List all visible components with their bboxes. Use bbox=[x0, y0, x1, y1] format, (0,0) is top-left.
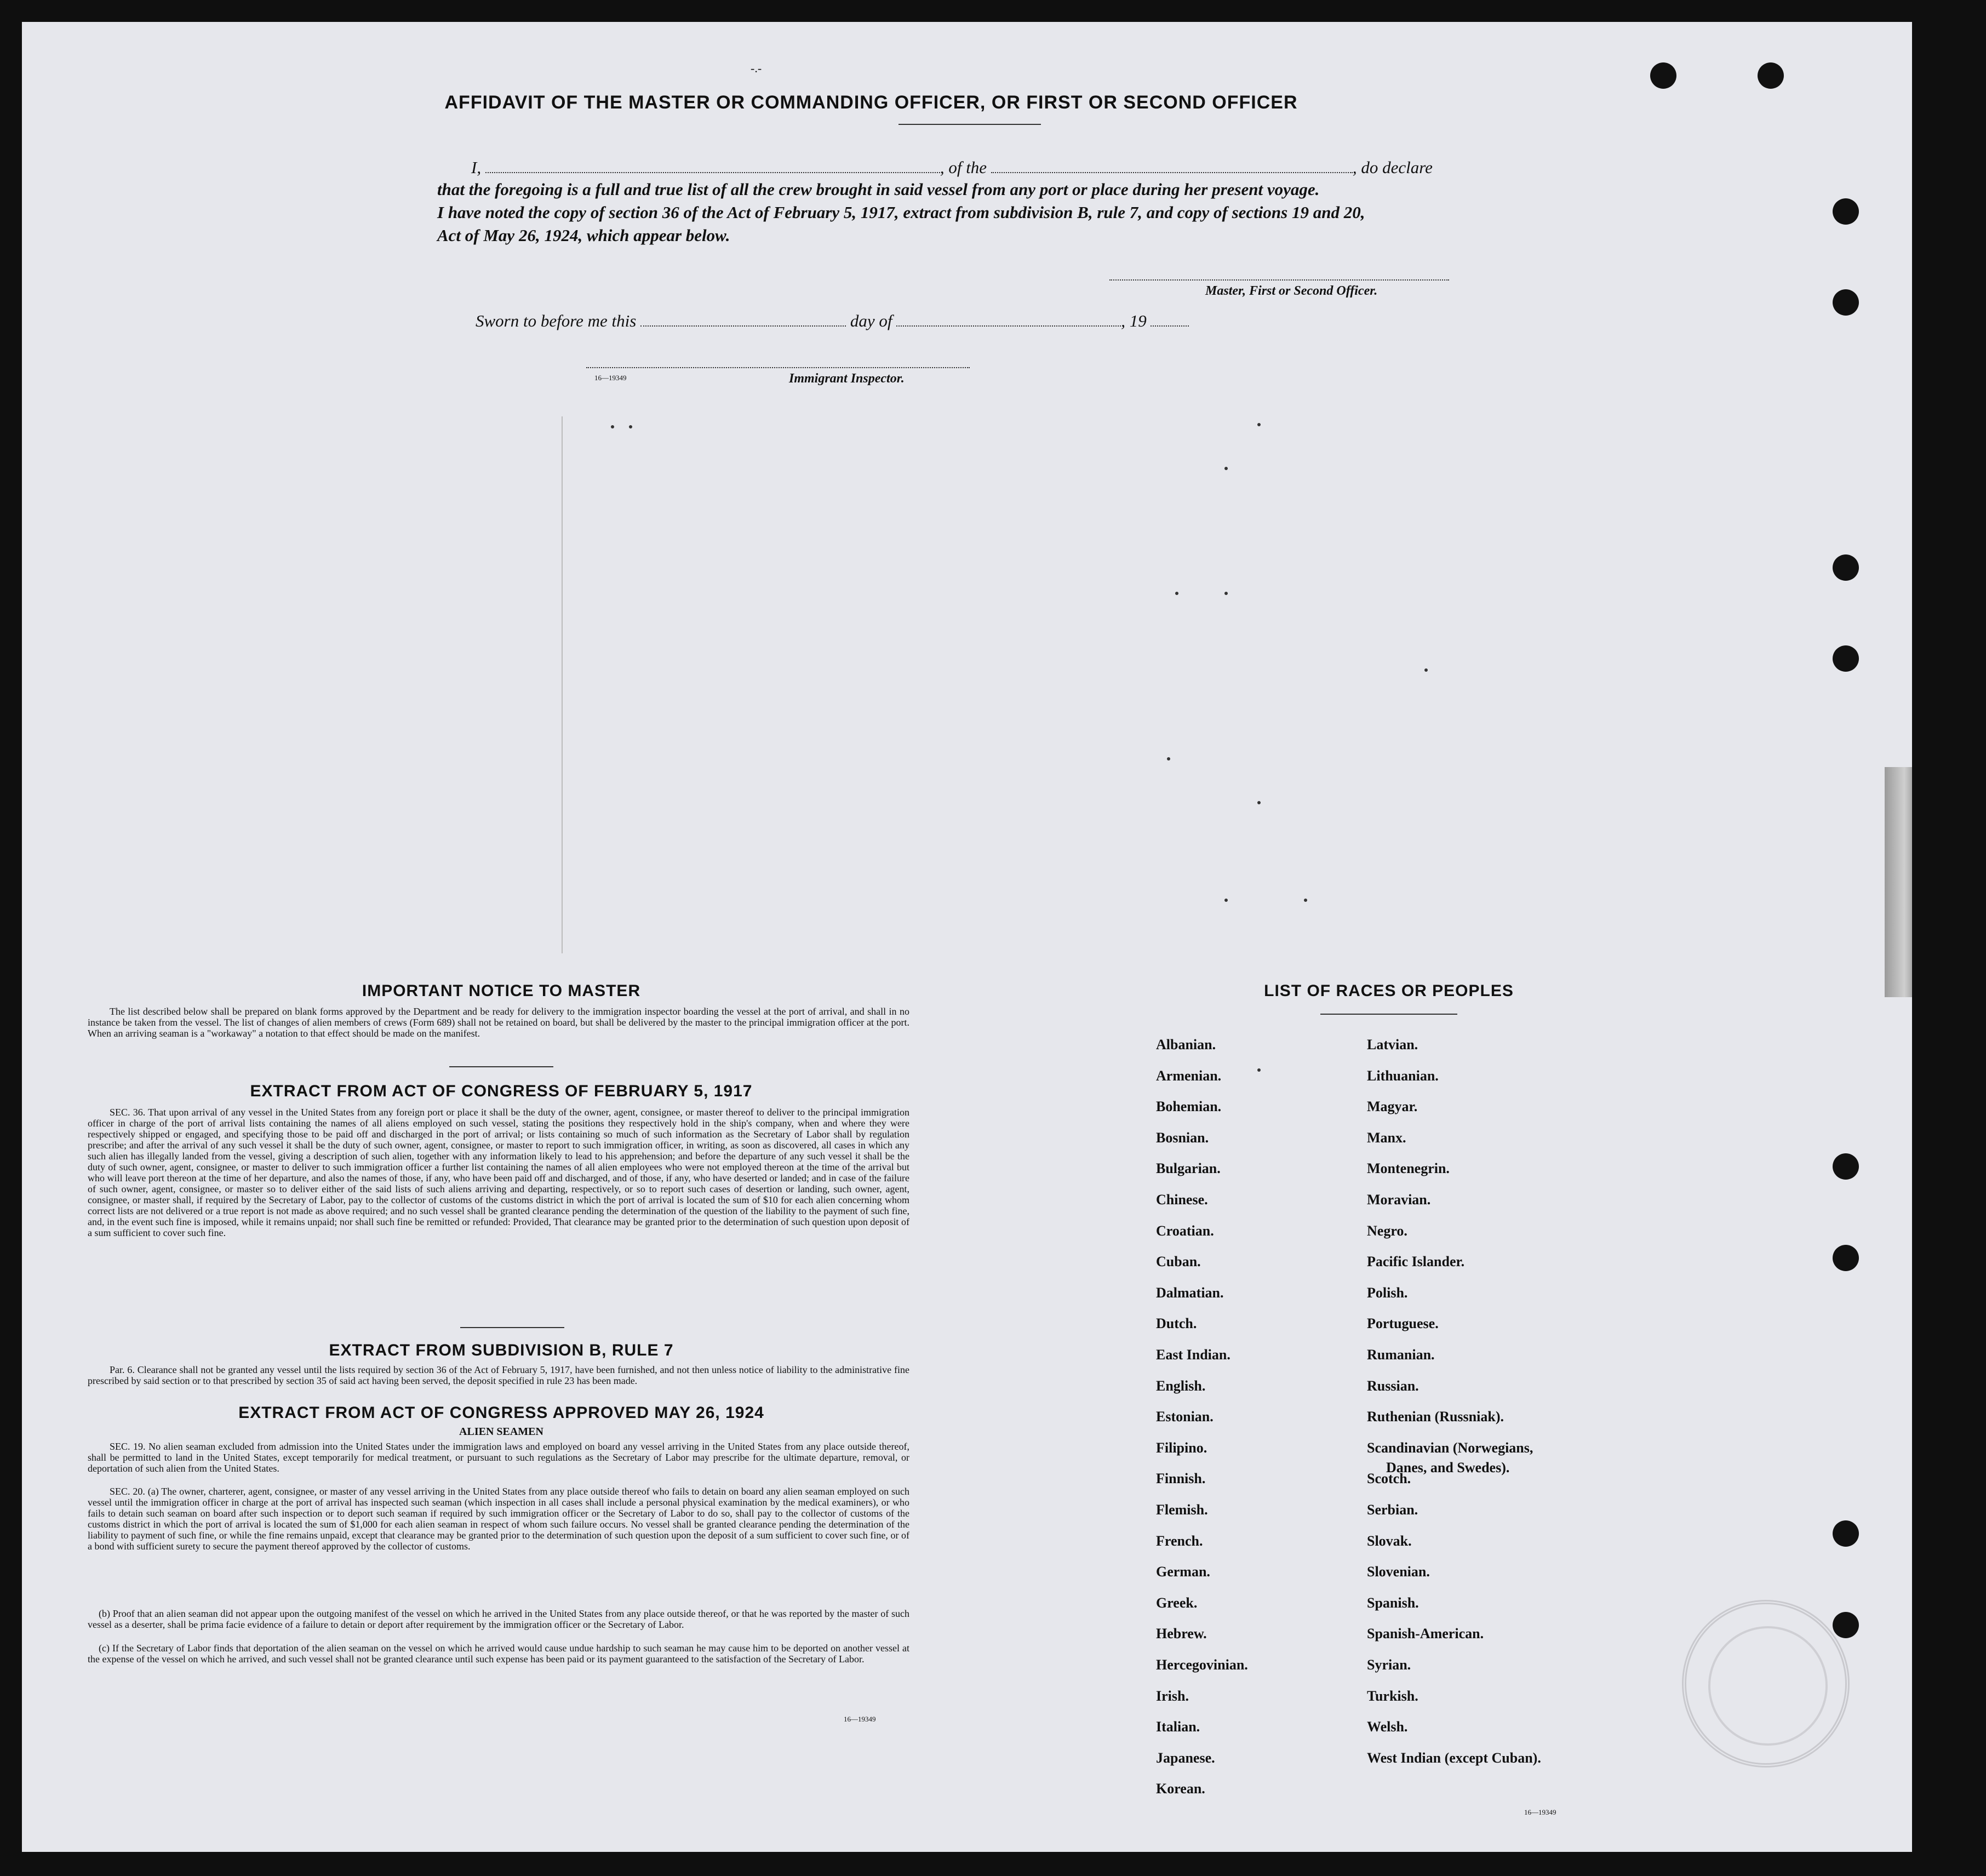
form-number-races: 16—19349 bbox=[1524, 1808, 1556, 1816]
punch-hole bbox=[1833, 1153, 1859, 1180]
race-item: West Indian (except Cuban). bbox=[1367, 1749, 1541, 1766]
race-item: Spanish-American. bbox=[1367, 1626, 1484, 1642]
race-item: Manx. bbox=[1367, 1129, 1406, 1146]
race-item: Croatian. bbox=[1156, 1222, 1214, 1239]
scanned-page bbox=[22, 22, 1912, 1852]
race-item: Russian. bbox=[1367, 1377, 1419, 1394]
affidavit-title: AFFIDAVIT OF THE MASTER OR COMMANDING OFFICER, OR FIRST OR SECOND OFFICER bbox=[444, 92, 1298, 113]
declaration-declare: , do declare bbox=[1352, 158, 1433, 177]
extract-1924-title: EXTRACT FROM ACT OF CONGRESS APPROVED MAY 26, 1924 bbox=[238, 1404, 764, 1422]
punch-hole bbox=[1833, 198, 1859, 225]
race-item: Hebrew. bbox=[1156, 1626, 1207, 1642]
race-item: Estonian. bbox=[1156, 1409, 1214, 1425]
race-item: English. bbox=[1156, 1377, 1206, 1394]
sworn-day-blank[interactable] bbox=[640, 316, 846, 327]
sworn-year-label: , 19 bbox=[1121, 311, 1147, 330]
sworn-day-label: day of bbox=[850, 311, 892, 330]
race-item: Bulgarian. bbox=[1156, 1160, 1221, 1177]
race-item: Armenian. bbox=[1156, 1067, 1222, 1084]
race-item: Filipino. bbox=[1156, 1439, 1207, 1456]
sworn-year-blank[interactable] bbox=[1151, 316, 1189, 327]
race-item: Italian. bbox=[1156, 1719, 1200, 1735]
seal-inner-ring bbox=[1708, 1626, 1828, 1746]
race-item: Dalmatian. bbox=[1156, 1284, 1224, 1301]
declaration-of: , of the bbox=[940, 158, 987, 177]
race-item: Scotch. bbox=[1367, 1471, 1411, 1487]
extract-1917-body: SEC. 36. That upon arrival of any vessel in the United States from any foreign port or place it shall be the duty of the owner, agent, consignee, or master thereof to deliver to the principal immigration officer in charge of the port of arrival lists containing the names of all aliens employed on such vessel, stating the positions they respectively hold in the ship's company, when and where they were respectively shipped or engaged, and specifying those to be paid off and discharged in the port of arrival; or lists containing so much of such information as the Secretary of Labor shall by regulation prescribe; and after the arrival of any such vessel it shall be the duty of such owner, agent, consignee, or master to report to such immigration officer, in writing, as soon as discovered, all cases in which any such alien has illegally landed from the vessel, giving a description of such alien, together with any information likely to lead to his apprehension; and before the departure of any such vessel it shall be the duty of such owner, agent, consignee, or master to deliver to such immigration officer a further list containing the names of all alien employees who were not employed thereon at the time of the arrival but who will leave port thereon at the time of her departure, and also the names of those, if any, who have been paid off and discharged, and of those, if any, who have deserted or landed; and in case of the failure of such owner, agent, consignee, or master so to deliver either of the said lists of such aliens arriving and departing, respectively, or so to report such cases of desertion or landing, such owner, agent, consignee, or master shall, if required by the Secretary of Labor, pay to the collector of customs of the customs district in which the port of arrival is located the sum of $10 for each alien concerning whom correct lists are not delivered or a true report is not made as above required; and no such vessel shall be granted clearance pending the determination of the question of the liability to the payment of such fine, and, in the event such fine is imposed, while it remains unpaid; nor shall such fine be remitted or refunded: Provided, That clearance may be granted prior to the determination of such question upon deposit of a sum sufficient to cover such fine. bbox=[88, 1107, 909, 1238]
punch-hole bbox=[1758, 62, 1784, 89]
race-item: Japanese. bbox=[1156, 1749, 1215, 1766]
extract-1924-subtitle: ALIEN SEAMEN bbox=[459, 1426, 543, 1438]
notice-title: IMPORTANT NOTICE TO MASTER bbox=[362, 982, 641, 1000]
race-item: Magyar. bbox=[1367, 1099, 1418, 1115]
races-title: LIST OF RACES OR PEOPLES bbox=[1264, 982, 1514, 1000]
race-item: Syrian. bbox=[1367, 1657, 1411, 1673]
race-item: Bosnian. bbox=[1156, 1129, 1209, 1146]
race-item: Turkish. bbox=[1367, 1688, 1418, 1704]
race-item: Lithuanian. bbox=[1367, 1067, 1439, 1084]
race-item: Chinese. bbox=[1156, 1192, 1208, 1208]
race-item: Finnish. bbox=[1156, 1471, 1206, 1487]
race-item: Negro. bbox=[1367, 1222, 1407, 1239]
race-item: French. bbox=[1156, 1532, 1203, 1549]
divider bbox=[460, 1327, 564, 1328]
name-blank[interactable] bbox=[485, 162, 940, 173]
race-item: Hercegovinian. bbox=[1156, 1657, 1248, 1673]
race-item: Serbian. bbox=[1367, 1502, 1418, 1518]
race-item: Irish. bbox=[1156, 1688, 1189, 1704]
title-underline bbox=[898, 124, 1041, 125]
form-number-top: 16—19349 bbox=[594, 374, 627, 382]
race-item: Rumanian. bbox=[1367, 1347, 1435, 1363]
punch-hole bbox=[1833, 1245, 1859, 1271]
signature-line[interactable] bbox=[1109, 279, 1449, 281]
race-item: Pacific Islander. bbox=[1367, 1254, 1465, 1270]
extract-1917-title: EXTRACT FROM ACT OF CONGRESS OF FEBRUARY 5, 1917 bbox=[250, 1082, 753, 1100]
races-underline bbox=[1320, 1014, 1457, 1015]
section-20b: (b) Proof that an alien seaman did not appear upon the outgoing manifest of the vessel on which he arrived in the United States from any place outside thereof, or that he was reported by the master of such vessel as a deserter, shall be prima facie evidence of a failure to detain or deport after requirement by the immigration officer or the Secretary of Labor. bbox=[88, 1608, 909, 1630]
seal-stamp bbox=[1682, 1600, 1850, 1768]
race-item: Latvian. bbox=[1367, 1037, 1418, 1053]
race-item: Greek. bbox=[1156, 1594, 1198, 1611]
race-item: Albanian. bbox=[1156, 1037, 1216, 1053]
race-item: Spanish. bbox=[1367, 1594, 1419, 1611]
subdivision-title: EXTRACT FROM SUBDIVISION B, RULE 7 bbox=[329, 1341, 674, 1359]
section-20c: (c) If the Secretary of Labor finds that deportation of the alien seaman on the vessel on which he arrived would cause undue hardship to such seaman he may cause him to be deported on another vessel at the expense of the vessel on which he arrived, and such vessel shall not be granted clearance until such expense has been paid or its payment guaranteed to the satisfaction of the Secretary of Labor. bbox=[88, 1643, 909, 1665]
race-item: Korean. bbox=[1156, 1781, 1205, 1797]
race-item: Scandinavian (Norwegians, bbox=[1367, 1439, 1533, 1456]
punch-hole bbox=[1833, 554, 1859, 581]
race-item: East Indian. bbox=[1156, 1347, 1230, 1363]
section-20a: SEC. 20. (a) The owner, charterer, agent, consignee, or master of any vessel arriving in the United States from any place outside thereof who fails to detain on board any alien seaman employed on such vessel until the immigration officer in charge at the port of arrival has inspected such seaman (which inspection in all cases shall include a personal physical examination by the medical examiners), or who fails to detain such seaman on board after such inspection or to deport such seaman if required by such immigration officer or the Secretary of Labor to do so, shall pay to the collector of customs of the customs district in which the port of arrival is located the sum of $1,000 for each alien seaman in respect of whom such failure occurs. No vessel shall be granted clearance pending the determination of the liability to payment of such fine, or while the fine remains unpaid, except that clearance may be granted prior to the determination of such question upon the deposit of a sum sufficient to cover such fine, or of a bond with sufficient surety to secure the payment thereof approved by the collector of customs. bbox=[88, 1486, 909, 1552]
declaration-i: I, bbox=[471, 158, 482, 177]
form-number-bottom: 16—19349 bbox=[844, 1715, 876, 1723]
torn-edge bbox=[1885, 767, 1912, 997]
race-item: Montenegrin. bbox=[1367, 1160, 1450, 1177]
fold-line bbox=[562, 416, 563, 953]
race-item: Welsh. bbox=[1367, 1719, 1408, 1735]
race-item: Flemish. bbox=[1156, 1502, 1208, 1518]
declaration-line-2: that the foregoing is a full and true list of all the crew brought in said vessel from any port or place during her present voyage. bbox=[437, 180, 1320, 199]
punch-hole bbox=[1833, 1612, 1859, 1638]
punch-hole bbox=[1833, 645, 1859, 672]
top-mark: -.- bbox=[751, 61, 762, 75]
declaration-line-4: Act of May 26, 1924, which appear below. bbox=[437, 226, 730, 245]
race-item: Slovenian. bbox=[1367, 1564, 1430, 1580]
race-item: Polish. bbox=[1367, 1284, 1408, 1301]
race-item: Cuban. bbox=[1156, 1254, 1201, 1270]
punch-hole bbox=[1833, 289, 1859, 316]
declaration-line-3: I have noted the copy of section 36 of the Act of February 5, 1917, extract from subdivision B, rule 7, and copy of sections 19 and 20, bbox=[437, 203, 1365, 222]
race-item: Bohemian. bbox=[1156, 1099, 1222, 1115]
sworn-prefix: Sworn to before me this bbox=[476, 311, 637, 330]
race-item: Slovak. bbox=[1367, 1532, 1412, 1549]
signature-caption: Master, First or Second Officer. bbox=[1205, 284, 1378, 298]
punch-hole bbox=[1650, 62, 1676, 89]
vessel-blank[interactable] bbox=[991, 162, 1353, 173]
divider bbox=[449, 1066, 553, 1067]
inspector-caption: Immigrant Inspector. bbox=[789, 371, 905, 386]
punch-hole bbox=[1833, 1520, 1859, 1547]
race-item: Dutch. bbox=[1156, 1316, 1197, 1332]
sworn-month-blank[interactable] bbox=[896, 316, 1121, 327]
sworn-line bbox=[476, 311, 1189, 331]
subdivision-body: Par. 6. Clearance shall not be granted any vessel until the lists required by section 36 of the Act of February 5, 1917, have been furnished, and not then unless notice of liability to the administrative fine prescribed by said section or to that prescribed by section 35 of said act having been served, the deposit specified in rule 23 has been made. bbox=[88, 1364, 909, 1386]
declaration-line-1 bbox=[471, 158, 1433, 178]
race-item: Ruthenian (Russniak). bbox=[1367, 1409, 1504, 1425]
race-item: Moravian. bbox=[1367, 1192, 1431, 1208]
notice-body: The list described below shall be prepared on blank forms approved by the Department and be ready for delivery to the immigration inspector boarding the vessel at the port of arrival, and shall in no instance be taken from the vessel. The list of changes of alien members of crews (Form 689) shall not be retained on board, but shall be delivered by the master to the principal immigration officer at the port. When an arriving seaman is a "workaway" a notation to that effect should be made on the manifest. bbox=[88, 1006, 909, 1039]
inspector-line[interactable] bbox=[586, 367, 970, 368]
race-item: German. bbox=[1156, 1564, 1210, 1580]
race-item: Danes, and Swedes). bbox=[1386, 1459, 1510, 1475]
section-19: SEC. 19. No alien seaman excluded from admission into the United States under the immigration laws and employed on board any vessel arriving in the United States from any place outside thereof, shall be permitted to land in the United States, except temporarily for medical treatment, or pursuant to such regulations as the Secretary of Labor may prescribe for the ultimate departure, removal, or deportation of such alien from the United States. bbox=[88, 1441, 909, 1474]
race-item: Portuguese. bbox=[1367, 1316, 1439, 1332]
